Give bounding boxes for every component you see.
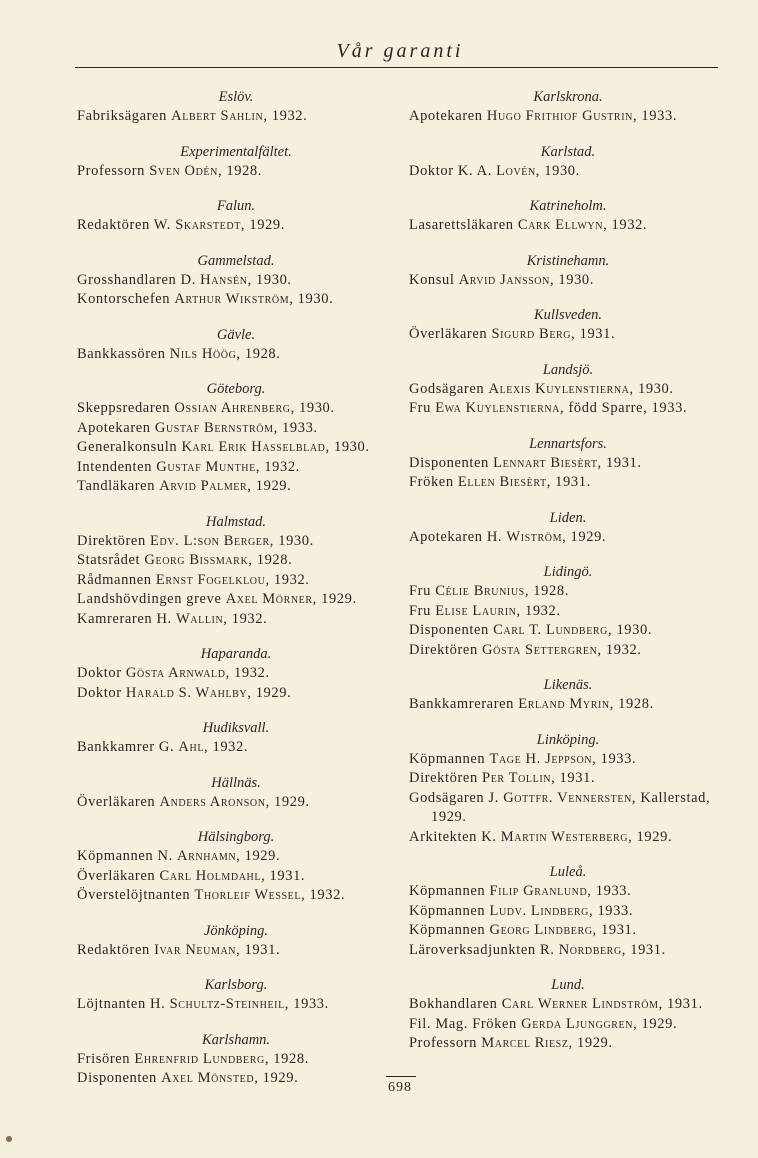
entry-name: Carl Werner Lindström — [501, 996, 659, 1012]
entry-year: , 1931. — [658, 996, 703, 1012]
entry-year: , 1929. — [628, 828, 673, 845]
entry-title: Konsul — [409, 271, 455, 288]
entry-year: , 1932. — [255, 458, 300, 475]
entry-year: , 1932. — [204, 739, 249, 755]
guarantor-entry — [409, 789, 727, 828]
entry-name: Nils Höög — [169, 345, 237, 362]
entry-title: Köpmannen — [409, 750, 486, 767]
guarantor-entry — [409, 325, 727, 345]
entry-year: , 1930. — [247, 271, 292, 288]
place-heading: Karlsborg. — [204, 977, 268, 993]
entry-title: Överstelöjtnanten — [77, 887, 191, 903]
entry-name: Carl T. Lundberg — [493, 622, 608, 638]
entry-year: , 1929. — [312, 591, 357, 607]
entry-name: Thorleif Wessel — [194, 887, 302, 903]
entry-name: Anders Aronson — [159, 793, 266, 810]
entry-title: Doktor — [77, 665, 122, 681]
entry-year: , 1931. — [621, 941, 666, 958]
entry-title: Fil. Mag. Fröken — [409, 1015, 517, 1032]
entry-name: Ellen Biesèrt — [457, 474, 547, 490]
entry-name: Ludv. Lindberg — [489, 902, 589, 919]
guarantor-entry — [409, 750, 727, 770]
entry-year: , 1930. — [289, 291, 334, 307]
entry-name: Sven Odén — [149, 162, 218, 179]
entry-title: Bankkamrer G. — [77, 739, 175, 755]
entry-title: Fru — [409, 400, 431, 416]
entry-year: , 1930. — [535, 162, 580, 179]
entry-title: Köpmannen — [409, 902, 486, 919]
entry-year: , 1928. — [248, 552, 293, 568]
place-heading: Hälsingborg. — [197, 829, 275, 845]
place-heading: Likenäs. — [543, 677, 593, 693]
entry-title: Disponenten — [409, 454, 489, 471]
entry-title: Bankkamreraren — [409, 696, 515, 712]
guarantor-entry — [77, 551, 395, 571]
entry-name: Arvid Palmer — [159, 478, 248, 494]
place-heading: Linköping. — [536, 731, 600, 748]
guarantor-entry — [409, 454, 727, 474]
entry-year: , 1932. — [516, 602, 561, 619]
entry-title: Statsrådet — [77, 552, 141, 568]
entry-name: Axel Mörner — [225, 591, 313, 607]
entry-year: , 1933. — [587, 883, 632, 899]
entry-title: Läroverksadjunkten R. — [409, 941, 555, 958]
entry-name: Skarstedt — [175, 217, 241, 233]
entry-year: , 1929. — [240, 217, 285, 233]
place-heading: Lennartsfors. — [529, 435, 607, 452]
entry-year: , 1933. — [589, 902, 634, 919]
entry-title: Professorn — [409, 1035, 478, 1051]
entry-title: Tandläkaren — [77, 478, 156, 494]
entry-year: , 1931. — [551, 770, 596, 786]
entry-title: Skeppsredaren — [77, 400, 171, 416]
entry-year: , 1932. — [301, 887, 346, 903]
entry-title: Överläkaren — [77, 793, 156, 810]
guarantor-entry — [409, 162, 727, 182]
guarantor-entry — [77, 847, 395, 867]
entry-name: Ahl — [178, 739, 205, 755]
guarantor-entry — [77, 571, 395, 591]
entry-name: Albert Sahlin — [171, 108, 264, 124]
place-heading: Hällnäs. — [211, 774, 261, 791]
guarantor-entry — [409, 1034, 727, 1054]
entry-title: Disponenten — [409, 622, 489, 638]
place-heading: Göteborg. — [206, 381, 266, 397]
entry-year: , 1932. — [223, 610, 268, 627]
guarantor-entry — [77, 1069, 395, 1089]
entry-year: , Kallerstad, 1929. — [431, 789, 711, 825]
guarantor-entry — [409, 473, 727, 493]
guarantor-entry — [77, 1050, 395, 1070]
entry-name: Gösta Arnwald — [125, 665, 226, 681]
guarantor-entry — [409, 271, 727, 291]
entry-year: , 1933. — [284, 996, 329, 1012]
entry-title: Rådmannen — [77, 571, 152, 588]
entry-year: , 1932. — [263, 108, 308, 124]
entry-year: , 1930. — [549, 271, 595, 288]
entry-title: Fabriksägaren — [77, 108, 167, 124]
entry-title: Arkitekten K. — [409, 828, 497, 845]
entry-name: Wiström — [506, 528, 563, 545]
entry-year: , 1928. — [217, 162, 263, 179]
guarantor-entry — [409, 528, 727, 548]
entry-name: Axel Mönsted — [161, 1070, 255, 1086]
entry-title: Direktören — [77, 532, 146, 549]
entry-name: Cark Ellwyn — [517, 217, 604, 233]
left-column — [77, 82, 395, 1089]
guarantor-entry — [409, 621, 727, 641]
entry-title: Generalkonsuln — [77, 439, 178, 455]
guarantor-entry — [409, 1015, 727, 1035]
guarantor-entry — [409, 828, 727, 848]
entry-year: , 1933. — [273, 419, 318, 436]
place-heading: Kristinehamn. — [526, 252, 610, 269]
entry-year: , 1932. — [265, 571, 310, 588]
entry-title: Professorn — [77, 162, 146, 179]
guarantor-entry — [77, 532, 395, 552]
entry-year: , 1928. — [524, 583, 569, 599]
entry-title: Köpmannen N. — [77, 848, 173, 864]
guarantor-entry — [409, 921, 727, 941]
guarantor-entry — [77, 590, 395, 610]
guarantor-entry — [77, 738, 395, 758]
guarantor-entry — [77, 458, 395, 478]
entry-year: , född Sparre, 1933. — [560, 400, 688, 416]
guarantor-entry — [77, 438, 395, 458]
guarantor-entry — [409, 902, 727, 922]
entry-name: Harald S. Wahlby — [125, 684, 248, 701]
entry-title: Doktor — [77, 684, 122, 701]
place-heading: Luleå. — [549, 864, 587, 880]
entry-title: Landshövdingen greve — [77, 591, 222, 607]
place-heading: Karlskrona. — [533, 89, 603, 105]
entry-title: Redaktören — [77, 941, 150, 958]
entry-title: Apotekaren — [409, 108, 483, 124]
right-column — [409, 82, 727, 1054]
guarantor-entry — [409, 399, 727, 419]
place-heading: Jönköping. — [203, 922, 269, 939]
entry-title: Redaktören W. — [77, 217, 171, 233]
entry-name: Gottfr. Vennersten — [503, 789, 632, 806]
entry-year: , 1932. — [597, 641, 642, 658]
entry-title: Fröken — [409, 474, 454, 490]
entry-year: , 1930. — [290, 400, 335, 416]
entry-year: , 1930. — [629, 380, 674, 397]
entry-name: Gösta Settergren — [482, 641, 598, 658]
footer-rule — [386, 1076, 416, 1077]
entry-year: , 1929. — [562, 528, 607, 545]
entry-name: Arvid Jansson — [458, 271, 550, 288]
entry-title: Lasarettsläkaren — [409, 217, 514, 233]
entry-name: Wallin — [176, 610, 224, 627]
entry-title: Grosshandlaren D. — [77, 271, 196, 288]
guarantor-entry — [409, 602, 727, 622]
guarantor-entry — [409, 941, 727, 961]
guarantor-entry — [77, 399, 395, 419]
entry-title: Kontorschefen — [77, 291, 171, 307]
entry-year: , 1929. — [236, 848, 281, 864]
entry-title: Överläkaren — [77, 867, 156, 884]
guarantor-entry — [409, 769, 727, 789]
entry-name: Gerda Ljunggren — [521, 1015, 634, 1032]
place-heading: Experimentalfältet. — [180, 143, 292, 160]
entry-year: , 1931. — [571, 326, 616, 342]
entry-year: , 1930. — [269, 532, 314, 549]
entry-name: Lennart Biesèrt — [493, 454, 598, 471]
entry-title: Godsägaren — [409, 380, 485, 397]
entry-name: Tage H. Jeppson — [489, 750, 593, 767]
guarantor-entry — [409, 216, 727, 236]
guarantor-entry — [409, 582, 727, 602]
guarantor-entry — [77, 610, 395, 630]
entry-title: Direktören — [409, 641, 478, 658]
guarantor-entry — [409, 641, 727, 661]
entry-name: Edv. L:son Berger — [150, 532, 270, 549]
place-heading: Landsjö. — [542, 361, 594, 378]
entry-name: Ehrenfrid Lundberg — [134, 1050, 265, 1067]
entry-name: Ossian Ahrenberg — [174, 400, 291, 416]
entry-year: , 1931. — [597, 454, 642, 471]
entry-title: Bankkassören — [77, 345, 166, 362]
place-heading: Haparanda. — [200, 646, 272, 662]
place-heading: Kullsveden. — [533, 307, 603, 323]
place-heading: Hudiksvall. — [202, 720, 270, 736]
guarantor-entry — [77, 345, 395, 365]
entry-year: , 1931. — [236, 941, 281, 958]
guarantor-entry — [409, 995, 727, 1015]
guarantor-entry — [77, 271, 395, 291]
entry-year: , 1931. — [592, 922, 637, 938]
entry-name: Filip Granlund — [489, 883, 588, 899]
place-heading: Karlstad. — [540, 143, 596, 160]
entry-title: Apotekaren H. — [409, 528, 503, 545]
entry-title: Intendenten — [77, 458, 153, 475]
entry-year: , 1930. — [325, 439, 370, 455]
entry-title: Frisören — [77, 1050, 131, 1067]
guarantor-entry — [77, 941, 395, 961]
guarantor-entry — [77, 664, 395, 684]
guarantor-entry — [409, 107, 727, 127]
guarantor-entry — [77, 793, 395, 813]
place-heading: Karlshamn. — [201, 1031, 271, 1048]
entry-title: Godsägaren J. — [409, 789, 499, 806]
entry-title: Apotekaren — [77, 419, 151, 436]
guarantor-entry — [77, 684, 395, 704]
entry-title: Fru — [409, 583, 431, 599]
entry-name: K. A. Lovén — [457, 162, 536, 179]
entry-year: , 1933. — [632, 108, 678, 124]
entry-name: Georg Lindberg — [489, 922, 593, 938]
guarantor-entry — [77, 107, 395, 127]
entry-year: , 1930. — [608, 622, 653, 638]
entry-name: Schultz-Steinheil — [169, 996, 285, 1012]
entry-name: Georg Bissmark — [144, 552, 249, 568]
place-heading: Liden. — [549, 509, 587, 526]
place-heading: Lidingö. — [543, 564, 593, 580]
entry-name: Erland Myrin — [518, 696, 610, 712]
place-heading: Falun. — [216, 198, 256, 214]
entry-name: Arthur Wikström — [174, 291, 290, 307]
guarantor-entry — [77, 419, 395, 439]
entry-year: , 1929. — [633, 1015, 678, 1032]
guarantor-entry — [77, 886, 395, 906]
entry-name: Hansén — [200, 271, 248, 288]
place-heading: Katrineholm. — [529, 198, 607, 214]
entry-year: , 1932. — [225, 665, 270, 681]
entry-name: Martin Westerberg — [500, 828, 629, 845]
running-head: Vår garanti — [336, 40, 464, 62]
entry-year: , 1928. — [609, 696, 654, 712]
guarantor-entry — [409, 695, 727, 715]
entry-name: Célie Brunius — [435, 583, 525, 599]
entry-title: Köpmannen — [409, 883, 486, 899]
entry-year: , 1929. — [254, 1070, 299, 1086]
guarantor-entry — [409, 380, 727, 400]
entry-name: Gustaf Bernström — [154, 419, 274, 436]
guarantor-entry — [77, 162, 395, 182]
entry-title: Direktören — [409, 770, 478, 786]
entry-title: Kamreraren H. — [77, 610, 172, 627]
entry-name: Marcel Riesz — [481, 1035, 569, 1051]
entry-year: , 1929. — [247, 478, 292, 494]
entry-name: Ivar Neuman — [154, 941, 237, 958]
entry-name: Elise Laurin — [435, 602, 517, 619]
entry-name: Karl Erik Hasselblad — [181, 439, 326, 455]
entry-year: , 1929. — [247, 684, 292, 701]
entry-year: , 1931. — [546, 474, 591, 490]
place-heading: Gammelstad. — [197, 252, 275, 269]
entry-name: Hugo Frithiof Gustrin — [486, 108, 633, 124]
entry-year: , 1928. — [264, 1050, 309, 1067]
entry-title: Fru — [409, 602, 431, 619]
entry-name: Alexis Kuylenstierna — [488, 380, 630, 397]
entry-title: Disponenten — [77, 1070, 157, 1086]
entry-year: , 1929. — [568, 1035, 613, 1051]
guarantor-entry — [77, 216, 395, 236]
entry-year: , 1933. — [592, 750, 637, 767]
entry-name: Sigurd Berg — [491, 326, 572, 342]
entry-name: Carl Holmdahl — [159, 867, 262, 884]
guarantor-entry — [77, 477, 395, 497]
entry-title: Köpmannen — [409, 922, 486, 938]
guarantor-entry — [77, 995, 395, 1015]
place-heading: Lund. — [551, 977, 585, 993]
header-rule — [75, 67, 718, 68]
place-heading: Eslöv. — [218, 89, 254, 105]
entry-name: Ewa Kuylenstierna — [435, 400, 560, 416]
entry-title: Bokhandlaren — [409, 996, 498, 1012]
entry-title: Löjtnanten H. — [77, 996, 166, 1012]
entry-name: Ernst Fogelklou — [155, 571, 266, 588]
guarantor-entry — [409, 882, 727, 902]
entry-year: , 1929. — [265, 793, 310, 810]
guarantor-entry — [77, 290, 395, 310]
entry-name: Nordberg — [558, 941, 622, 958]
entry-year: , 1928. — [236, 345, 281, 362]
entry-title: Doktor — [409, 162, 454, 179]
page-number: 698 — [388, 1080, 412, 1095]
entry-name: Arnhamn — [177, 848, 237, 864]
entry-name: Per Tollin — [482, 770, 552, 786]
place-heading: Halmstad. — [205, 513, 267, 530]
place-heading: Gävle. — [216, 326, 256, 343]
paper-mark — [6, 1136, 12, 1142]
entry-year: , 1931. — [261, 867, 306, 884]
guarantor-entry — [77, 867, 395, 887]
entry-name: Gustaf Munthe — [156, 458, 256, 475]
entry-year: , 1932. — [603, 217, 648, 233]
entry-title: Överläkaren — [409, 326, 488, 342]
